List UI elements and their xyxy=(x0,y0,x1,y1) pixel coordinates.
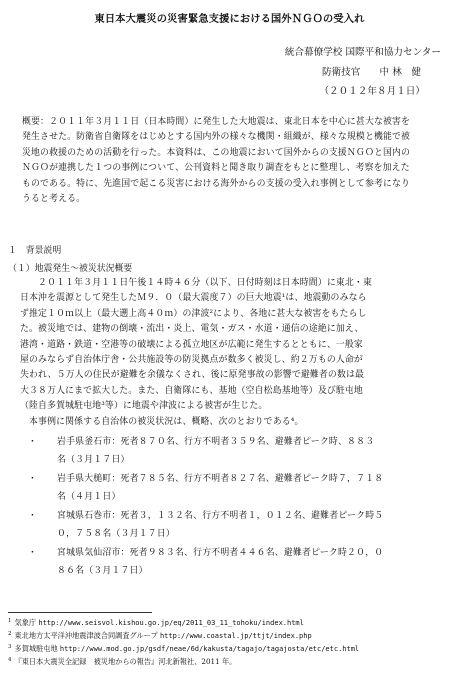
footnote-number: 2 xyxy=(8,631,12,637)
list-item xyxy=(28,471,383,484)
footnote xyxy=(8,631,312,641)
bullet-text: 宮城県石巻市：死者３，１３２名、行方不明者１，０１２名、避難者ピーク時５ xyxy=(57,511,384,521)
bullet-mark: ・ xyxy=(28,511,38,521)
abstract-line: 災地の救援のための活動を行った。本資料は、この地震において国外からの支援ＮＧＯと国内の xyxy=(22,147,411,158)
abstract-line: 発生させた。防衛省自衛隊をはじめとする国内外の様々な機関・組織が、様々な規模と機能で被 xyxy=(22,132,411,143)
subsection-heading: （１）地震発生～被災状況概要 xyxy=(8,264,133,274)
body-line: 失われ、５万人の住民が避難を余儀なくされ、後に原発事故の影響で避難者の数は最 xyxy=(20,370,365,381)
bullet-continuation: ０，７５８名（３月１７日） xyxy=(57,529,175,539)
bullet-continuation: 名（３月１７日） xyxy=(57,455,130,465)
footnote-number: 1 xyxy=(8,618,12,624)
list-item xyxy=(28,508,383,521)
footnote-link[interactable]: http://www.mod.go.jp/gsdf/neae/6d/kakusta/tagajo/tagajosta/etc/etc.html xyxy=(59,645,360,653)
bullet-text: 宮城県気仙沼市：死者９８３名、行方不明者４４６名、避難者ピーク時２０，０ xyxy=(57,548,384,558)
bullet-text: 岩手県大槌町：死者７８５名、行方不明者８２７名、避難者ピーク時７，７１８ xyxy=(57,474,384,484)
body-line: ２０１１年３月１１日午後１４時４６分（以下、日付時刻は日本時間）に東北・東 xyxy=(20,278,372,288)
author-name: 防衛技官 中 林 健 xyxy=(322,67,421,78)
body-line: 港湾・道路・鉄道・空港等の破壊による孤立地区が広範に発生するとともに、一般家 xyxy=(20,339,363,350)
footnote-text: 『東日本大震災全記録 被災地からの報告』河北新報社、2011 年。 xyxy=(14,657,237,666)
body-line: 屋のみならず自治体庁舎・公共施設等の防災拠点が数多く被災し、約２万もの人命が xyxy=(20,355,363,366)
footnote xyxy=(8,657,236,667)
bullet-continuation: 名（４月１日） xyxy=(57,492,121,502)
footnote-link[interactable]: http://www.seisvol.kishou.go.jp/eq/2011_03_11_tohoku/index.html xyxy=(38,619,304,627)
document-date: （２０１２年８月１日） xyxy=(319,86,425,97)
body-line: （陸自多賀城駐屯地³等）に地震や津波による被害が生じた。 xyxy=(20,401,268,412)
footnote xyxy=(8,618,304,628)
footnote-text: 東北地方太平洋沖地震津波合同調査グループ xyxy=(14,631,160,640)
body-line: た。被災地では、建物の倒壊・流出・炎上、電気・ガス・水道・通信の途絶に加え、 xyxy=(20,324,364,335)
author-affiliation: 統合幕僚学校 国際平和協力センター xyxy=(284,47,441,58)
body-line: 日本沖を震源として発生したＭ９．０（最大震度７）の巨大地震¹は、地震動のみなら xyxy=(20,293,367,304)
footnote-text: 気象庁 xyxy=(14,618,39,627)
list-item xyxy=(28,545,383,558)
footnote-divider xyxy=(8,612,152,613)
footnote-number: 3 xyxy=(8,644,12,650)
abstract-line: うると考える。 xyxy=(22,194,86,205)
abstract-line: ものである。特に、先進国で起こる災害における海外からの支援の受入れ事例として参考になり xyxy=(22,178,411,189)
abstract-line: ＮＧＯが連携した１つの事例について、公刊資料と聞き取り調査をもとに整理し、考察を加えた xyxy=(22,163,410,174)
footnote-number: 4 xyxy=(8,657,12,663)
body-line: 大３８万人にまで拡大した。また、自衛隊にも、基地（空自松島基地等）及び駐屯地 xyxy=(20,385,363,396)
footnote-text: 多賀城駐屯地 xyxy=(14,644,60,653)
bullet-continuation: ８６名（３月１７日） xyxy=(57,566,148,576)
abstract xyxy=(22,115,442,207)
section-heading: １ 背景説明 xyxy=(8,246,62,256)
body-text xyxy=(20,276,440,430)
bullet-mark: ・ xyxy=(28,437,38,447)
footnote-link[interactable]: http://www.coastal.jp/ttjt/index.php xyxy=(159,632,312,640)
document-title: 東日本大震災の災害緊急支援における国外ＮＧＯの受入れ xyxy=(94,13,365,25)
body-line: ず推定１０ｍ以上（最大遡上高４０ｍ）の津波²により、各地に甚大な被害をもたらし xyxy=(20,308,367,319)
body-line: 本事例に関係する自治体の被災状況は、概略、次のとおりである⁴。 xyxy=(20,416,304,427)
abstract-line: 概要：２０１１年３月１１日（日本時間）に発生した大地震は、東北日本を中心に甚大な被害を xyxy=(22,117,411,127)
footnote xyxy=(8,644,359,654)
bullet-mark: ・ xyxy=(28,474,38,484)
bullet-text: 岩手県釜石市：死者８７０名、行方不明者３５９名、避難者ピーク時、８８３ xyxy=(57,437,375,447)
bullet-mark: ・ xyxy=(28,548,38,558)
list-item xyxy=(28,434,374,447)
